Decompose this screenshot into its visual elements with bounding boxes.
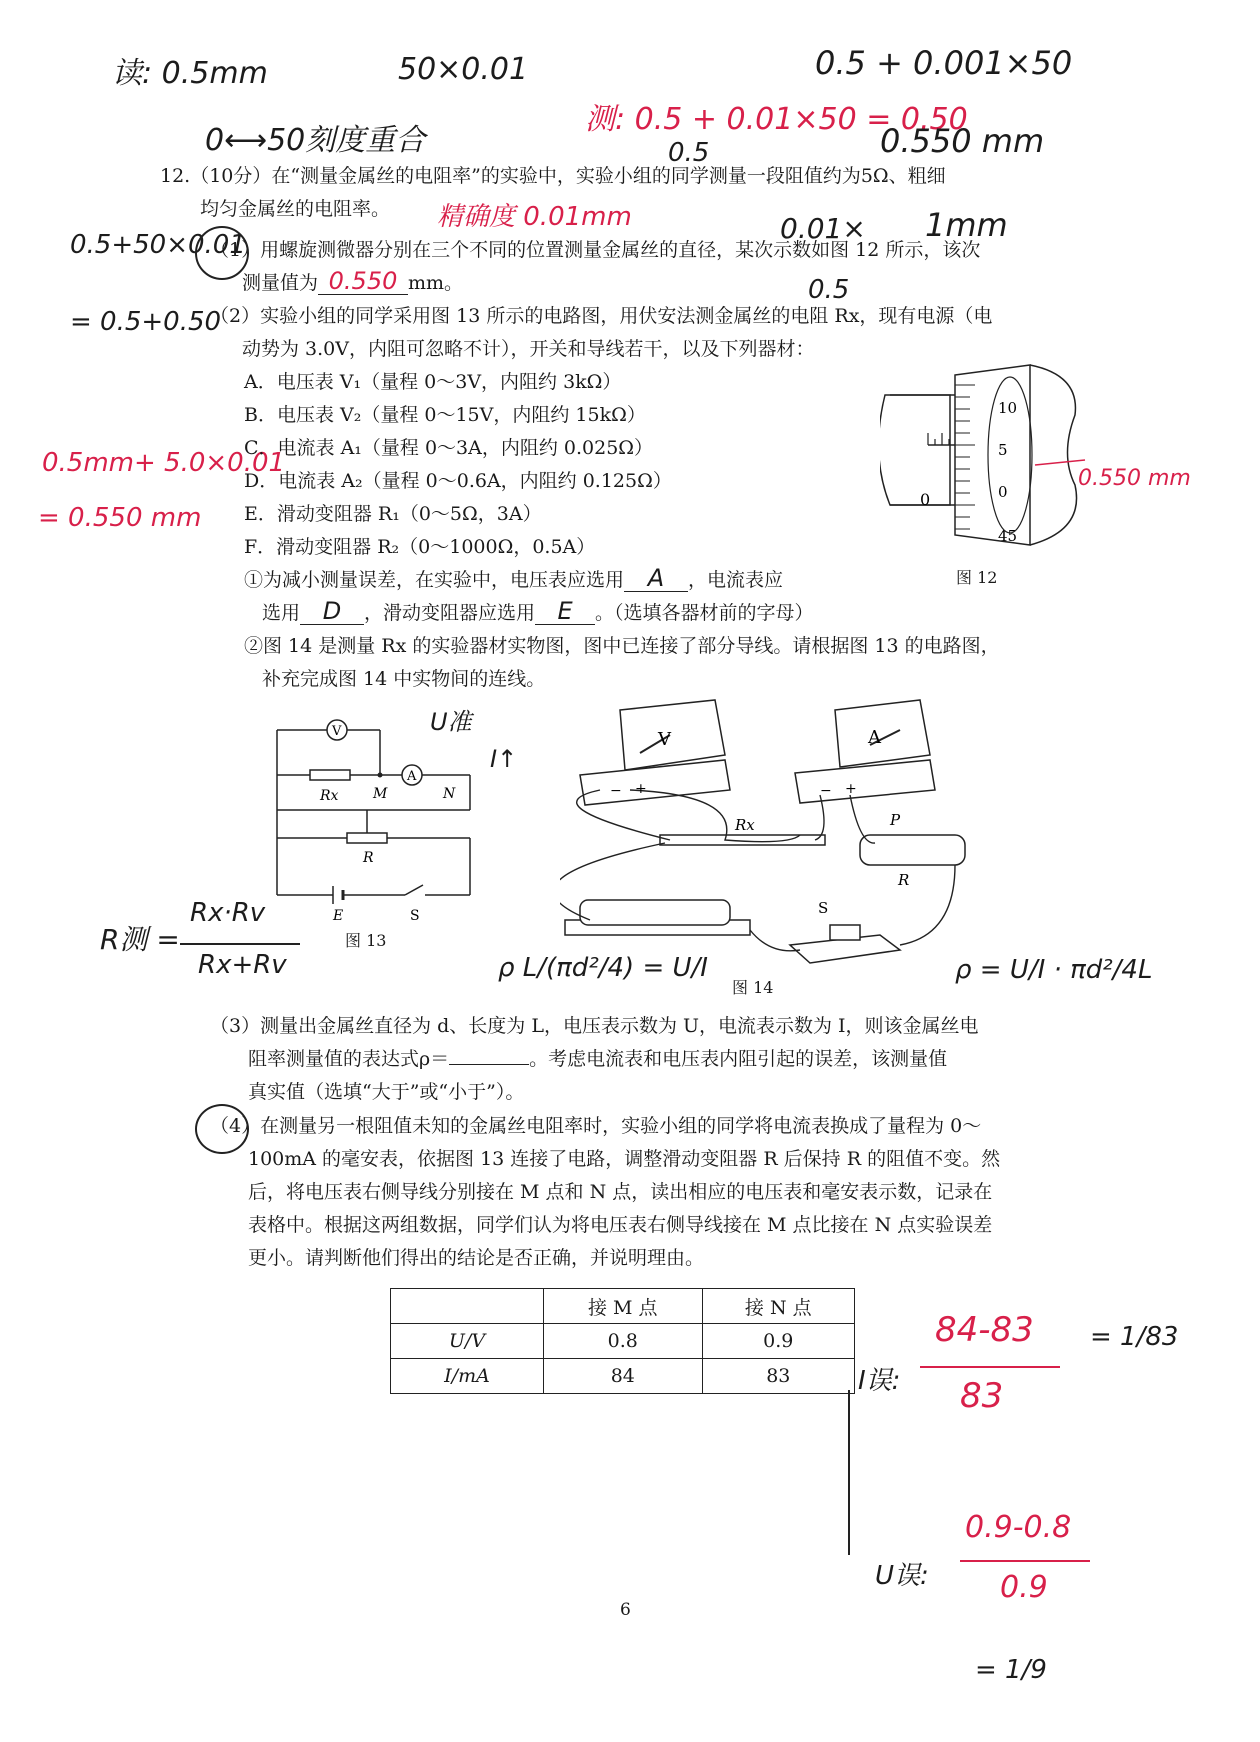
handwritten-red-fraction-bar bbox=[960, 1560, 1090, 1562]
handwritten-red-fig12: 0.550 mm bbox=[1078, 466, 1191, 491]
rheostat-symbol bbox=[347, 833, 387, 843]
part3-line3: 真实值（选填“大于”或“小于”）。 bbox=[248, 1081, 525, 1103]
part1-line1: （1）用螺旋测微器分别在三个不同的位置测量金属丝的直径，某次示数如图 12 所示，该次 bbox=[210, 239, 981, 261]
part4-line5: 更小。请判断他们得出的结论是否正确，并说明理由。 bbox=[248, 1247, 705, 1269]
thimble-label-0: 0 bbox=[998, 483, 1008, 501]
table-row bbox=[391, 1359, 855, 1394]
thimble-label-10: 10 bbox=[998, 399, 1018, 417]
handwritten-note-sum: 0.5 + 0.001×50 bbox=[815, 44, 1073, 82]
sub1-line1: ①为减小测量误差，在实验中，电压表应选用 A ，电流表应 bbox=[244, 564, 784, 592]
handwritten-result-mm: 0.550 mm bbox=[880, 122, 1045, 160]
handwritten-fraction-bar bbox=[180, 943, 300, 945]
table-row-label: I/mA bbox=[391, 1359, 544, 1394]
rx-label: Rx bbox=[320, 788, 339, 804]
handwritten-i-up: I↑ bbox=[490, 745, 518, 773]
voltmeter-face bbox=[620, 700, 725, 770]
handwritten-q1-under: 0.5 bbox=[808, 275, 850, 305]
voltmeter-face-label: V bbox=[658, 729, 671, 750]
switch-body bbox=[830, 925, 860, 940]
handwritten-i-error-den: 83 bbox=[960, 1376, 1004, 1416]
option-a: A．电压表 V₁（量程 0～3V，内阻约 3kΩ） bbox=[244, 371, 622, 393]
part1-line2: 测量值为 0.550 mm。 bbox=[242, 267, 464, 295]
rx-board-label: Rx bbox=[735, 816, 755, 834]
node-m bbox=[378, 773, 383, 778]
sub2-line2: 补充完成图 14 中实物间的连线。 bbox=[262, 668, 546, 690]
part2-line2: 动势为 3.0V，内阻可忽略不计），开关和导线若干，以及下列器材： bbox=[242, 338, 815, 360]
handwritten-note-reading: 读: 0.5mm bbox=[112, 56, 268, 91]
part2-line1: （2）实验小组的同学采用图 13 所示的电路图，用伏安法测金属丝的电阻 Rx，现有电源（电 bbox=[210, 305, 993, 327]
voltmeter-plus: + bbox=[635, 781, 647, 797]
resistor-rx-symbol bbox=[310, 770, 350, 780]
micrometer-thimble-ticks bbox=[955, 385, 975, 529]
handwritten-note-zero: 0⟷50刻度重合 bbox=[205, 123, 426, 158]
apparatus-figure bbox=[560, 695, 975, 975]
option-c: C．电流表 A₁（量程 0～3A，内阻约 0.025Ω） bbox=[244, 437, 654, 459]
handwritten-brace bbox=[848, 1390, 860, 1555]
sub1-answer-rheostat: E bbox=[535, 598, 595, 625]
question-header: 12.（10分）在“测量金属丝的电阻率”的实验中，实验小组的同学测量一段阻值约为5Ω、粗细 bbox=[160, 165, 946, 187]
handwritten-circle-q1 bbox=[195, 226, 249, 280]
table-header-cell: 接 M 点 bbox=[544, 1289, 703, 1324]
handwritten-r-measured-lhs: R测 = bbox=[100, 923, 180, 956]
micrometer-main-ticks bbox=[928, 433, 949, 445]
ammeter-minus: − bbox=[820, 783, 832, 799]
m-label: M bbox=[373, 786, 388, 802]
option-f: F．滑动变阻器 R₂（0～1000Ω，0.5A） bbox=[244, 536, 596, 558]
table-cell: 84 bbox=[544, 1359, 703, 1394]
handwritten-rho-right: ρ = U/I · πd²/4L bbox=[955, 955, 1153, 985]
table-cell: 0.9 bbox=[702, 1324, 854, 1359]
ammeter-label: A bbox=[407, 769, 417, 784]
sub1-answer-ammeter: D bbox=[300, 598, 364, 625]
question-header-2: 均匀金属丝的电阻率。 bbox=[200, 198, 391, 220]
rx-board bbox=[660, 835, 825, 845]
ammeter-base bbox=[795, 760, 935, 803]
option-d: D．电流表 A₂（量程 0～0.6A，内阻约 0.125Ω） bbox=[244, 470, 672, 492]
part3-line2: 阻率测量值的表达式ρ＝ 。考虑电流表和电压表内阻引起的误差，该测量值 bbox=[248, 1048, 948, 1070]
table-header-row bbox=[391, 1289, 855, 1324]
handwritten-red-fraction-bar bbox=[920, 1366, 1060, 1368]
sub2-line1: ②图 14 是测量 Rx 的实验器材实物图，图中已连接了部分导线。请根据图 13 的电路图， bbox=[244, 635, 1000, 657]
voltmeter-base bbox=[580, 760, 730, 805]
handwritten-i-error-result: = 1/83 bbox=[1090, 1322, 1179, 1352]
handwritten-i-error-label: I误: bbox=[858, 1366, 901, 1396]
handwritten-red-precision: 精确度 0.01mm bbox=[437, 202, 632, 232]
handwritten-red-left2: = 0.550 mm bbox=[38, 503, 202, 533]
table-header-cell bbox=[391, 1289, 544, 1324]
handwritten-under-05: 0.5 bbox=[668, 138, 710, 168]
part4-line1: （4）在测量另一根阻值未知的金属丝电阻率时，实验小组的同学将电流表换成了量程为 0～ bbox=[210, 1115, 982, 1137]
data-table bbox=[390, 1288, 855, 1394]
table-row-label: U/V bbox=[391, 1324, 544, 1359]
voltmeter-label: V bbox=[332, 724, 342, 739]
rheostat-coil bbox=[860, 835, 965, 865]
table-cell: 0.8 bbox=[544, 1324, 703, 1359]
thimble-label-45: 45 bbox=[998, 527, 1018, 545]
handwritten-red-left1: 0.5mm+ 5.0×0.01 bbox=[42, 448, 286, 478]
battery-cells bbox=[580, 900, 730, 925]
micrometer-thimble bbox=[955, 365, 1030, 545]
handwritten-u-error-result: = 1/9 bbox=[975, 1655, 1047, 1685]
ammeter-plus: + bbox=[845, 781, 857, 797]
handwritten-rho-left: ρ L/(πd²/4) = U/I bbox=[498, 953, 708, 983]
handwritten-red-measure: 测: 0.5 + 0.01×50 = 0.50 bbox=[585, 102, 968, 137]
option-e: E．滑动变阻器 R₁（0～5Ω，3A） bbox=[244, 503, 542, 525]
handwritten-q1-left: 0.5+50×0.01 bbox=[70, 230, 246, 260]
switch-lever bbox=[405, 885, 423, 895]
handwritten-r-measured-den: Rx+Rv bbox=[198, 950, 287, 980]
micrometer-ratchet bbox=[1030, 365, 1077, 545]
handwritten-circle-q4 bbox=[195, 1104, 249, 1154]
micrometer-main-zero: 0 bbox=[920, 490, 931, 509]
handwritten-u-accurate: U准 bbox=[430, 708, 472, 736]
page-number: 6 bbox=[620, 1600, 631, 1620]
micrometer-sleeve-body bbox=[880, 395, 950, 505]
handwritten-red-pointer bbox=[1035, 460, 1085, 465]
figure-12-caption: 图 12 bbox=[956, 568, 998, 587]
thimble-label-5: 5 bbox=[998, 441, 1008, 459]
voltmeter-minus: − bbox=[610, 783, 622, 799]
s-label: S bbox=[410, 908, 420, 920]
part3-line1: （3）测量出金属丝直径为 d、长度为 L，电压表示数为 U，电流表示数为 I，则该金属丝电 bbox=[210, 1015, 979, 1037]
circuit-diagram bbox=[265, 710, 485, 920]
r-label: R bbox=[363, 850, 374, 866]
part4-line3: 后，将电压表右侧导线分别接在 M 点和 N 点，读出相应的电压表和毫安表示数，记录在 bbox=[248, 1181, 993, 1203]
rheostat-r-label: R bbox=[898, 871, 910, 889]
handwritten-q1-mid: 0.01× bbox=[780, 212, 866, 245]
part4-line2: 100mA 的毫安表，依据图 13 连接了电路，调整滑动变阻器 R 后保持 R 的阻值不变。然 bbox=[248, 1148, 1001, 1170]
handwritten-i-error-num: 84-83 bbox=[935, 1310, 1034, 1350]
figure-14-caption: 图 14 bbox=[732, 978, 774, 997]
figure-13-caption: 图 13 bbox=[345, 931, 387, 950]
handwritten-u-error-num: 0.9-0.8 bbox=[965, 1510, 1072, 1545]
part4-line4: 表格中。根据这两组数据，同学们认为将电压表右侧导线接在 M 点比接在 N 点实验误差 bbox=[248, 1214, 993, 1236]
ammeter-face bbox=[835, 700, 930, 767]
ammeter-face-label: A bbox=[868, 727, 881, 748]
handwritten-r-measured-num: Rx·Rv bbox=[190, 898, 266, 928]
switch-s-label: S bbox=[818, 899, 829, 917]
part1-answer: 0.550 bbox=[318, 268, 408, 295]
option-b: B．电压表 V₂（量程 0～15V，内阻约 15kΩ） bbox=[244, 404, 646, 426]
table-cell: 83 bbox=[702, 1359, 854, 1394]
sub1-answer-voltmeter: A bbox=[624, 565, 688, 592]
table-row bbox=[391, 1324, 855, 1359]
handwritten-q1-mid2: 1mm bbox=[925, 206, 1008, 244]
handwritten-note-product: 50×0.01 bbox=[398, 52, 529, 87]
table-header-cell: 接 N 点 bbox=[702, 1289, 854, 1324]
rheostat-p-label: P bbox=[890, 811, 901, 829]
n-label: N bbox=[443, 786, 456, 802]
sub1-line2: 选用 D ，滑动变阻器应选用 E 。（选填各器材前的字母） bbox=[262, 597, 814, 625]
e-label: E bbox=[333, 908, 344, 920]
handwritten-q2-left: = 0.5+0.50 bbox=[70, 307, 222, 337]
micrometer-figure bbox=[880, 355, 1090, 560]
handwritten-u-error-label: U误: bbox=[875, 1561, 929, 1591]
part3-answer-blank bbox=[449, 1064, 529, 1065]
handwritten-u-error-den: 0.9 bbox=[1000, 1570, 1048, 1605]
